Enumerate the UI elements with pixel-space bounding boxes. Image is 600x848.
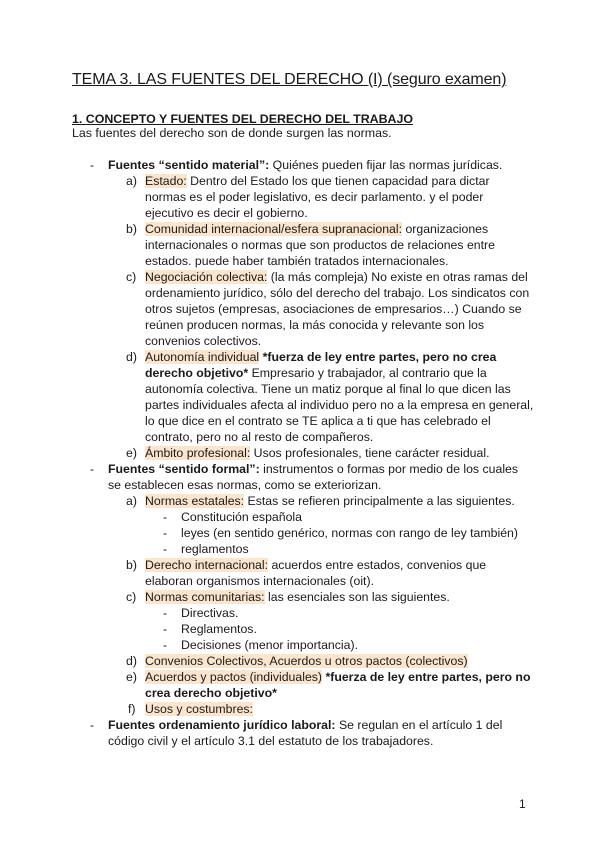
bullet-dash: -: [163, 510, 168, 524]
text-span: Dentro del Estado los que tienen capacidad para dictar: [186, 174, 490, 188]
bold-text: *fuerza de ley entre partes, pero no crea: [259, 350, 497, 364]
material-b-line3: estados. puede haber también tratados internacionales.: [145, 254, 449, 268]
formal-b-line1: [145, 557, 486, 573]
bullet-dash: -: [163, 526, 168, 540]
material-b-line1: [145, 221, 488, 237]
material-d-line4: partes individuales afecta al individuo pero no a la empresa en general,: [145, 398, 534, 412]
highlight-comunidad: Comunidad internacional/esfera supranacional:: [145, 222, 403, 236]
formal-c-item: Decisiones (menor importancia).: [181, 638, 359, 652]
bullet-dash: -: [163, 542, 168, 556]
text-span: Se regulan en el artículo 1 del: [335, 718, 503, 732]
marker-b: b): [126, 558, 137, 572]
text-span: (la más compleja) No existe en otras ramas del: [267, 270, 528, 284]
material-c-line3: otros sujetos (empresas, asociaciones de empresarios…) Cuando se: [145, 302, 522, 316]
intro-paragraph: Las fuentes del derecho son de donde surgen las normas.: [72, 126, 392, 140]
bullet-dash: -: [163, 622, 168, 636]
material-b-line2: internacionales o normas que son productos de relaciones entre: [145, 238, 495, 252]
formal-c-item: Directivas.: [181, 606, 239, 620]
material-c-line4: reúnen producen normas, la más conocida y relevante son los: [145, 318, 485, 332]
material-heading: [108, 157, 502, 173]
highlight-derecho-internacional: Derecho internacional:: [145, 558, 269, 572]
formal-heading: [108, 461, 518, 477]
text-span: Usos profesionales, tiene carácter residual.: [250, 446, 490, 460]
marker-a: a): [126, 174, 137, 188]
highlight-autonomia: Autonomía individual: [145, 350, 260, 364]
bullet-dash: -: [163, 638, 168, 652]
formal-e-line2: [145, 685, 277, 701]
bold-text: crea derecho objetivo*: [145, 686, 277, 700]
marker-d: d): [126, 350, 137, 364]
material-d-line2: [145, 365, 487, 381]
marker-e: e): [126, 446, 137, 460]
bullet-dash: -: [90, 462, 95, 476]
material-c-line5: convenios colectivos.: [145, 334, 262, 348]
formal-a-item: Constitución española: [181, 510, 302, 524]
text-span: acuerdos entre estados, convenios que: [268, 558, 487, 572]
formal-heading-line2: se establecen esas normas, como se exteriorizan.: [108, 478, 382, 492]
bold-text: derecho objetivo*: [145, 366, 249, 380]
bullet-dash: -: [90, 158, 95, 172]
text-span: Estas se refieren principalmente a las siguientes.: [244, 494, 515, 508]
laboral-heading-line2: código civil y el artículo 3.1 del estatuto de los trabajadores.: [108, 734, 434, 748]
material-c-line2: ordenamiento jurídico, sólo del derecho del trabajo. Los sindicatos con: [145, 286, 530, 300]
text-span: Empresario y trabajador, al contrario que la: [248, 366, 487, 380]
formal-f-line1: [145, 701, 253, 717]
material-d-line1: [145, 349, 496, 365]
section-heading: 1. CONCEPTO Y FUENTES DEL DERECHO DEL TRABAJO: [72, 112, 414, 126]
material-a-line1: [145, 173, 490, 189]
material-a-line3: ejecutivo es decir el gobierno.: [145, 206, 308, 220]
bold-text: *fuerza de ley entre partes, pero no: [322, 670, 531, 684]
material-label: Fuentes “sentido material”:: [108, 158, 270, 172]
laboral-heading: [108, 717, 502, 733]
highlight-estado: Estado:: [145, 174, 187, 188]
marker-e: e): [126, 670, 137, 684]
marker-c: c): [126, 270, 137, 284]
bullet-dash: -: [163, 606, 168, 620]
formal-a-item: leyes (en sentido genérico, normas con rango de ley también): [181, 526, 518, 540]
highlight-normas-comunitarias: Normas comunitarias:: [145, 590, 265, 604]
material-d-line6: contrato, pero no al resto de compañeros.: [145, 430, 374, 444]
formal-b-line2: elaboran organismos internacionales (oit).: [145, 574, 374, 588]
highlight-normas-estatales: Normas estatales:: [145, 494, 245, 508]
marker-c: c): [126, 590, 137, 604]
marker-d: d): [126, 654, 137, 668]
formal-c-line1: [145, 589, 450, 605]
bullet-dash: -: [90, 718, 95, 732]
highlight-ambito: Ámbito profesional:: [145, 446, 251, 460]
formal-a-item: reglamentos: [181, 542, 249, 556]
formal-label: Fuentes “sentido formal”:: [108, 462, 260, 476]
material-text: Quiénes pueden fijar las normas jurídicas.: [269, 158, 503, 172]
highlight-convenios: Convenios Colectivos, Acuerdos u otros pactos (colectivos): [145, 654, 468, 668]
marker-a: a): [126, 494, 137, 508]
material-d-line3: autonomía colectiva. Tiene un matiz porque al final lo que dicen las: [145, 382, 511, 396]
formal-a-line1: [145, 493, 515, 509]
material-c-line1: [145, 269, 528, 285]
highlight-negociacion: Negociación colectiva:: [145, 270, 268, 284]
highlight-usos: Usos y costumbres:: [145, 702, 253, 716]
text-span: instrumentos o formas por medio de los cuales: [259, 462, 519, 476]
document-title: TEMA 3. LAS FUENTES DEL DERECHO (I) (seguro examen): [72, 71, 507, 88]
formal-d-line1: [145, 653, 468, 669]
highlight-acuerdos: Acuerdos y pactos (individuales): [145, 670, 323, 684]
formal-c-item: Reglamentos.: [181, 622, 257, 636]
formal-e-line1: [145, 669, 530, 685]
page-number: 1: [519, 797, 526, 811]
marker-f: f): [128, 702, 136, 716]
laboral-label: Fuentes ordenamiento jurídico laboral:: [108, 718, 336, 732]
text-span: organizaciones: [402, 222, 489, 236]
marker-b: b): [126, 222, 137, 236]
text-span: las esenciales son las siguientes.: [264, 590, 450, 604]
material-d-line5: lo que dice en el contrato se TE aplica a ti que has celebrado el: [145, 414, 491, 428]
material-a-line2: normas es el poder legislativo, es decir parlamento. y el poder: [145, 190, 484, 204]
material-e-line1: [145, 445, 490, 461]
